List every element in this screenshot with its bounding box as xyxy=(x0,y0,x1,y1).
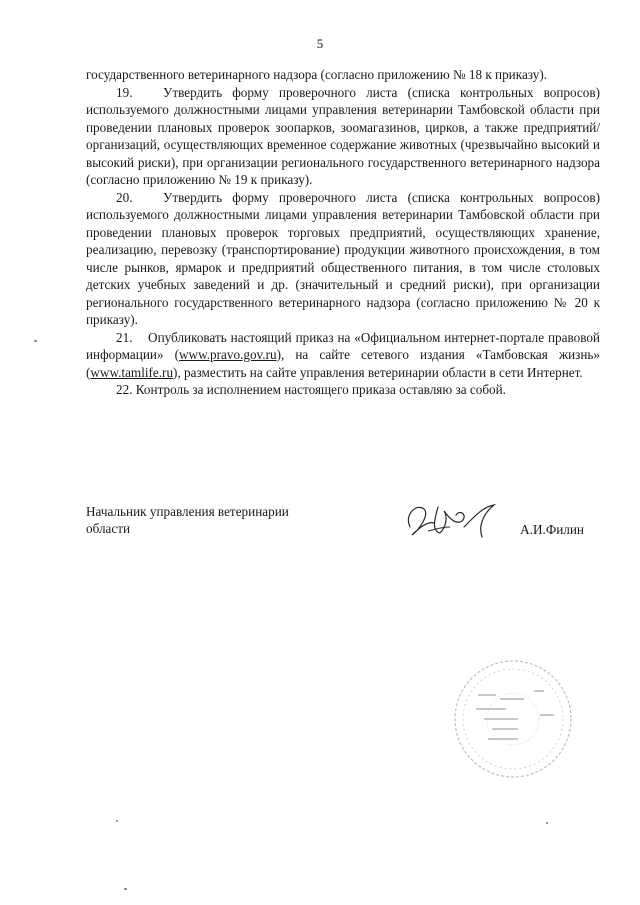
paragraph-19: 19. Утвердить форму проверочного листа (списка контрольных вопросов) используемого должностными лицами управления ветеринарии Тамбовской области при проведении плановых проверок зоопарков, зоомагазинов, цирков, а также предприятий/организаций, осуществляющих временное содержание животных (чрезвычайно высокий и высокий риски), при организации регионального государственного ветеринарного надзора (согласно приложению № 19 к приказу). xyxy=(86,84,600,187)
paragraph-21-after: ), разместить на сайте управления ветеринарии области в сети Интернет. xyxy=(173,364,583,380)
paragraph-21-middle: ), на сайте сетевого издания «Тамбовская жизнь» ( xyxy=(86,347,601,380)
pravo-link[interactable]: www.pravo.gov.ru xyxy=(179,347,277,362)
paragraph-21 xyxy=(86,329,600,382)
stamp-seal-icon xyxy=(448,654,578,784)
document-body xyxy=(86,66,600,399)
official-stamp xyxy=(448,654,578,789)
scan-speck xyxy=(34,340,37,342)
signatory-name: А.И.Филин xyxy=(520,522,584,537)
paragraph-22: 22. Контроль за исполнением настоящего приказа оставляю за собой. xyxy=(116,382,506,397)
tamlife-link[interactable]: www.tamlife.ru xyxy=(90,364,174,380)
paragraph-18-end: государственного ветеринарного надзора (согласно приложению № 18 к приказу). xyxy=(86,67,548,82)
signatory-title: Начальник управления ветеринарии области xyxy=(86,504,289,536)
signature-block xyxy=(86,503,600,537)
paragraph-20: 20. Утвердить форму проверочного листа (списка контрольных вопросов) используемого должностными лицами управления ветеринарии Тамбовской области при проведении плановых проверок торговых предприятий, осуществляющих хранение, реализацию, перевозку (транспортирование) продукции животного происхождения, в том числе рынков, ярмарок и предприятий общественного питания, в том числе столовых детских учебных заведений и др. (значительный и средний риски), при организации регионального государственного ветеринарного надзора (согласно приложению № 20 к приказу). xyxy=(86,189,600,327)
scan-speck xyxy=(546,822,548,824)
handwritten-signature xyxy=(398,497,508,545)
page-number: 5 xyxy=(316,36,324,51)
scan-speck xyxy=(116,820,118,822)
paragraph-21-before: 21. Опубликовать настоящий приказ на «Официальном интернет-портале правовой информации» ( xyxy=(86,329,600,362)
scan-speck xyxy=(124,888,127,890)
